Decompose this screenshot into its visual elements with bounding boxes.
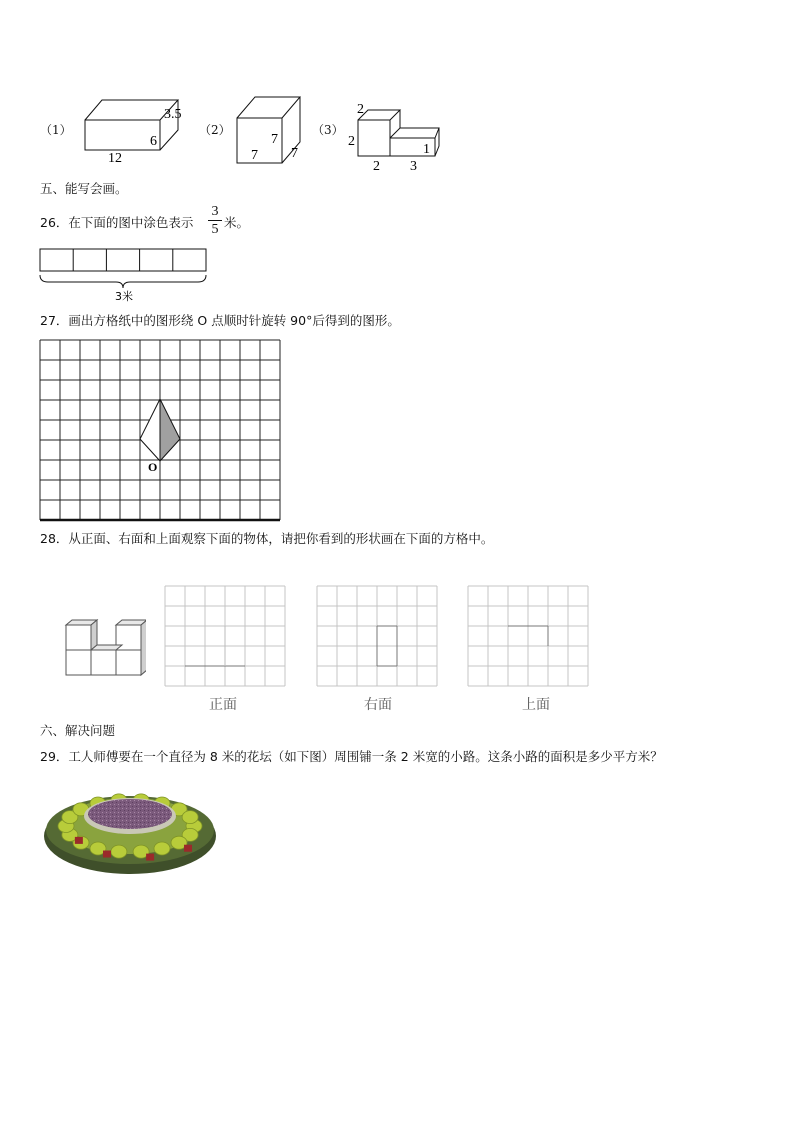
- solid-top-height: 2: [357, 102, 364, 117]
- brick: [103, 851, 111, 858]
- q26-suffix: 米。: [224, 215, 250, 230]
- bush: [154, 842, 170, 855]
- strip-diagram: [38, 245, 210, 307]
- brace: [40, 275, 206, 288]
- right-view-caption: 右面: [364, 697, 392, 713]
- center-bed: [88, 799, 172, 829]
- kite-left-half: [140, 399, 160, 461]
- fraction-denominator: 5: [211, 222, 219, 237]
- right-view-grid[interactable]: [315, 584, 441, 688]
- stepped-solid-figure-3: [343, 100, 448, 175]
- q29-text: 29．工人师傅要在一个直径为 8 米的花坛（如下图）周围铺一条 2 米宽的小路。这条小路的面积是多少平方米？: [40, 749, 663, 764]
- top-view-caption: 上面: [522, 697, 550, 713]
- front-view-grid[interactable]: [163, 584, 289, 688]
- q26-fraction: [208, 204, 222, 237]
- cube-edge-a: 7: [271, 132, 278, 147]
- cube-edge-b: 7: [251, 148, 258, 163]
- cuboid-1-width: 6: [150, 134, 157, 149]
- q28-text: 28．从正面、右面和上面观察下面的物体，请把你看到的形状画在下面的方格中。: [40, 531, 494, 546]
- q26-prefix: 26．在下面的图中涂色表示: [40, 215, 194, 230]
- figure-3-marker: （3）: [312, 123, 344, 137]
- brick: [146, 854, 154, 861]
- kite-shaded-half: [160, 399, 180, 461]
- q27-text: 27．画出方格纸中的图形绕 O 点顺时针旋转 90°后得到的图形。: [40, 313, 400, 328]
- solid-base-left: 2: [373, 159, 380, 174]
- figure-2-marker: （2）: [199, 123, 231, 137]
- fraction-numerator: 3: [211, 204, 219, 219]
- section-5-title: 五、能写会画。: [40, 181, 128, 196]
- solid-step: 1: [423, 142, 430, 157]
- right-view-panel: [315, 584, 441, 714]
- cube-figure-2: [233, 93, 308, 168]
- cuboid-figure-1: [80, 95, 190, 165]
- solid-left-height: 2: [348, 134, 355, 149]
- cube-edge-c: 7: [291, 146, 298, 161]
- point-o-label: O: [148, 460, 158, 474]
- front-view-panel: [163, 584, 289, 714]
- section-6-title: 六、解决问题: [40, 723, 116, 738]
- brick: [184, 845, 192, 852]
- top-view-grid[interactable]: [466, 584, 592, 688]
- cuboid-1-height: 3.5: [164, 107, 182, 122]
- cube-stack-object: [62, 618, 146, 680]
- brace-label: 3米: [115, 290, 133, 303]
- flowerbed-image: [42, 780, 220, 878]
- rotation-grid: [38, 338, 283, 524]
- cuboid-1-length: 12: [108, 151, 122, 165]
- front-view-caption: 正面: [209, 697, 237, 713]
- brick: [75, 837, 83, 844]
- top-view-panel: [466, 584, 606, 714]
- bush: [182, 811, 198, 824]
- solid-base-right: 3: [410, 159, 417, 174]
- bush: [111, 845, 127, 858]
- figure-1-marker: （1）: [40, 123, 72, 137]
